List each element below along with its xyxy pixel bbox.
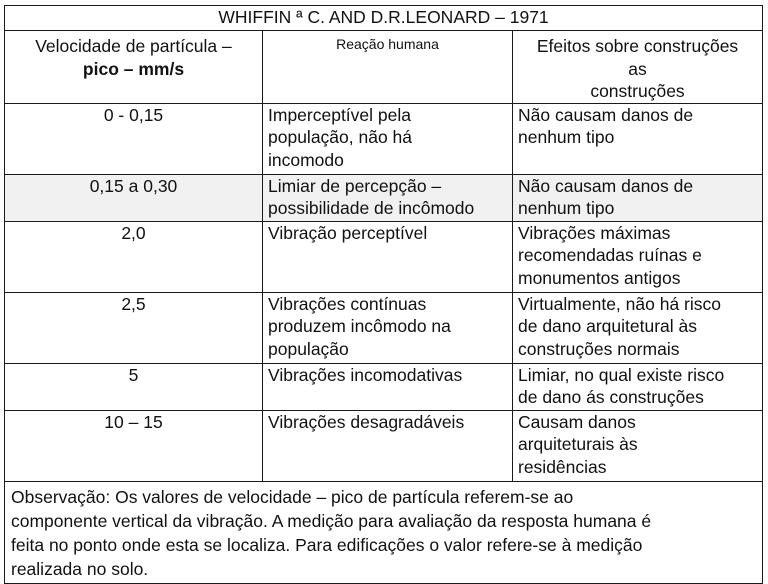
table-row — [5, 292, 763, 363]
header-velocity — [5, 31, 263, 104]
effects-cell — [513, 174, 763, 221]
table-title: WHIFFIN ª C. AND D.R.LEONARD – 1971 — [5, 6, 763, 31]
header-effects — [513, 31, 763, 104]
reaction-cell — [263, 103, 513, 174]
table-row — [5, 363, 763, 410]
reaction-cell — [263, 292, 513, 363]
effects-line: recomendadas ruínas e — [518, 245, 702, 265]
reaction-line: Limiar de percepção – — [268, 175, 442, 196]
reaction-line: possibilidade de incômodo — [268, 198, 475, 218]
effects-line: Não causam danos de — [518, 175, 694, 196]
note-row — [5, 481, 763, 583]
header-velocity-line1: Velocidade de partícula – — [35, 36, 232, 56]
effects-cell — [513, 221, 763, 292]
effects-cell — [513, 292, 763, 363]
title-row — [5, 6, 763, 31]
effects-cell — [513, 103, 763, 174]
note-line: Observação: Os valores de velocidade – pico de partícula referem-se ao — [11, 486, 574, 507]
header-reaction: Reação humana — [263, 31, 513, 104]
reaction-line: população — [268, 338, 349, 359]
reaction-line: incomodo — [268, 149, 344, 170]
note-line: componente vertical da vibração. A medição para avaliação da resposta humana é — [11, 510, 652, 531]
note-line: feita no ponto onde esta se localiza. Para edificações o valor refere-se à medição — [11, 534, 643, 555]
vibration-table — [4, 5, 763, 584]
reaction-line: população, não há — [268, 127, 413, 147]
velocity-cell: 0,15 a 0,30 — [5, 174, 263, 221]
reaction-line: Vibrações contínuas — [268, 293, 427, 314]
effects-line: Causam danos — [518, 411, 636, 432]
reaction-line: Imperceptível pela — [268, 104, 411, 125]
effects-line: monumentos antigos — [518, 267, 681, 288]
velocity-cell: 0 - 0,15 — [5, 103, 263, 174]
header-effects-line2: as — [628, 58, 647, 79]
table-row — [5, 410, 763, 481]
effects-line: nenhum tipo — [518, 198, 615, 218]
header-effects-line1: Efeitos sobre construções — [536, 36, 739, 56]
effects-line: Vibrações máximas — [518, 222, 671, 243]
header-row — [5, 31, 763, 104]
vibration-table-container — [4, 5, 762, 579]
effects-line: de dano arquitetural às — [518, 316, 698, 336]
reaction-line: produzem incômodo na — [268, 316, 451, 336]
effects-line: Limiar, no qual existe risco — [518, 364, 725, 385]
velocity-cell: 10 – 15 — [5, 410, 263, 481]
reaction-line: Vibrações desagradáveis — [268, 411, 465, 432]
effects-line: residências — [518, 456, 607, 477]
reaction-cell — [263, 363, 513, 410]
reaction-line: Vibrações incomodativas — [268, 364, 463, 385]
effects-line: Virtualmente, não há risco — [518, 293, 721, 314]
table-row — [5, 221, 763, 292]
effects-line: construções normais — [518, 338, 680, 359]
note-cell — [5, 481, 763, 583]
effects-line: Não causam danos de — [518, 104, 694, 125]
effects-cell — [513, 410, 763, 481]
header-effects-line3: construções — [590, 81, 685, 101]
velocity-cell: 2,0 — [5, 221, 263, 292]
effects-cell — [513, 363, 763, 410]
table-row — [5, 103, 763, 174]
reaction-cell — [263, 221, 513, 292]
effects-line: arquiteturais às — [518, 434, 638, 454]
table-row — [5, 174, 763, 221]
reaction-cell — [263, 174, 513, 221]
reaction-cell — [263, 410, 513, 481]
header-velocity-line2: pico – mm/s — [82, 58, 185, 79]
reaction-line: Vibração perceptível — [268, 222, 428, 243]
effects-line: de dano ás construções — [518, 387, 704, 407]
note-line: realizada no solo. — [11, 558, 149, 579]
velocity-cell: 5 — [5, 363, 263, 410]
effects-line: nenhum tipo — [518, 127, 615, 147]
velocity-cell: 2,5 — [5, 292, 263, 363]
